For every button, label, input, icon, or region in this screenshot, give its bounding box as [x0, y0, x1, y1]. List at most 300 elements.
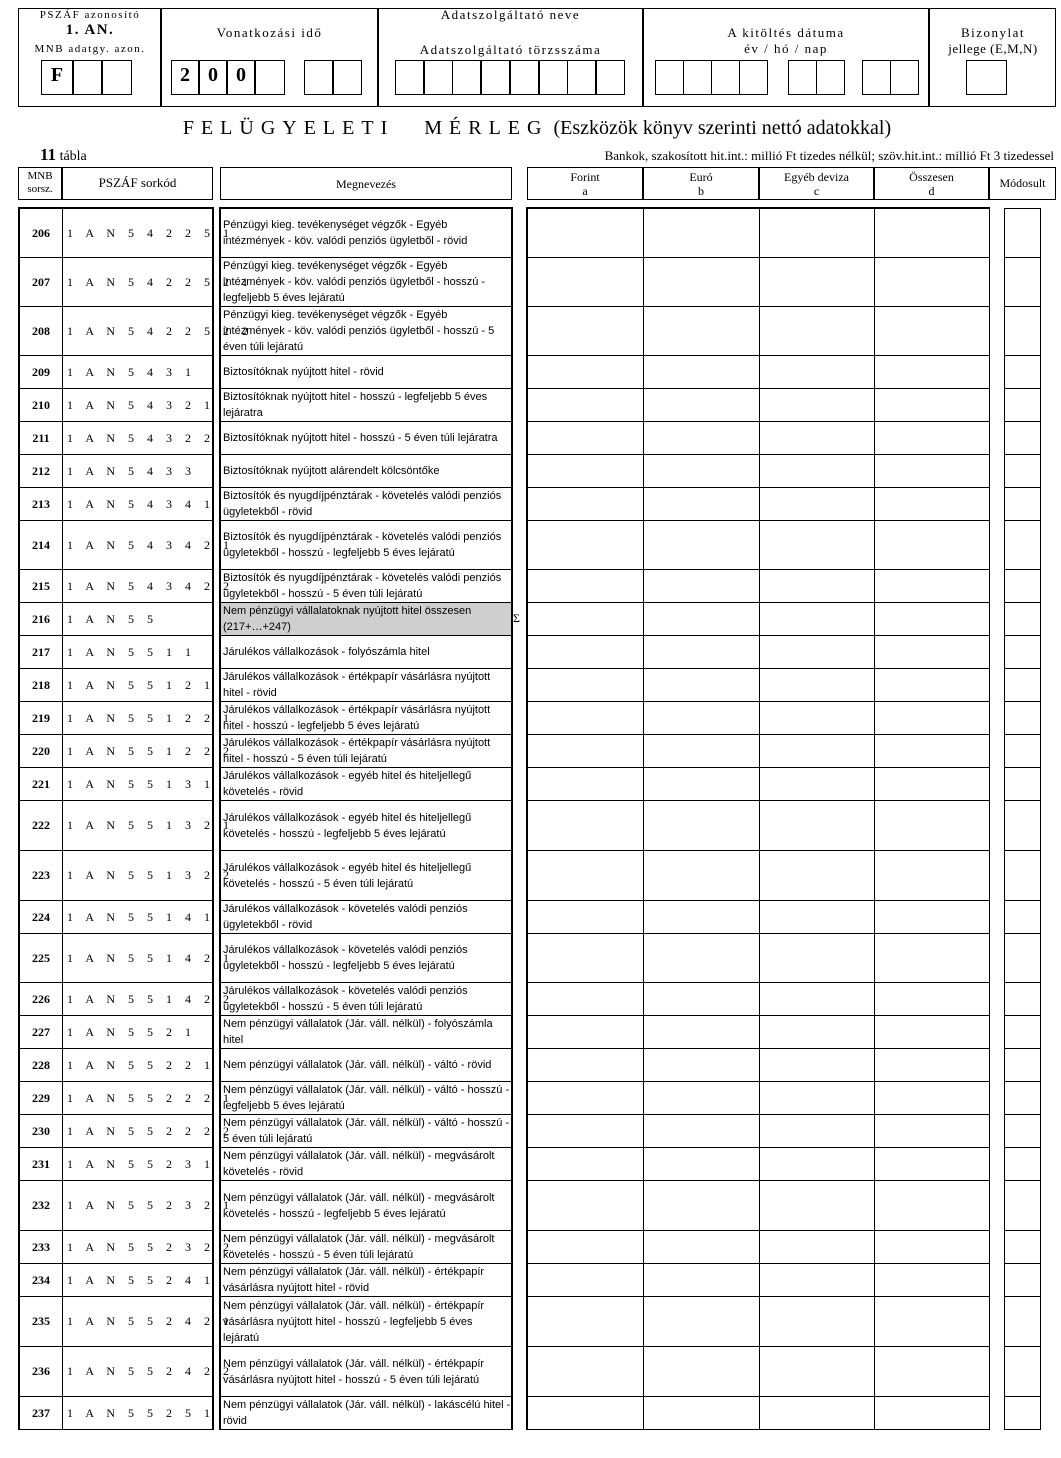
modified-cell[interactable] [1004, 454, 1041, 488]
value-euro-cell[interactable] [643, 1048, 760, 1082]
value-euro-cell[interactable] [643, 1015, 760, 1049]
value-other-currency-cell[interactable] [759, 1147, 875, 1181]
value-forint-cell[interactable] [527, 635, 644, 669]
doc-type-box[interactable] [966, 60, 1007, 95]
provider-reg-box[interactable] [567, 60, 596, 95]
value-forint-cell[interactable] [527, 734, 644, 768]
value-euro-cell[interactable] [643, 734, 760, 768]
value-other-currency-cell[interactable] [759, 933, 875, 983]
row-code: 1 A N 5 4 3 4 1 [62, 487, 213, 521]
page-title [18, 117, 1056, 140]
value-euro-cell[interactable] [643, 388, 760, 422]
row-number: 222 [19, 800, 62, 851]
period-box-4[interactable] [255, 60, 285, 95]
row-number: 227 [19, 1015, 62, 1049]
row-description: Pénzügyi kieg. tevékenységet végzők - Egyéb intézmények - köv. valódi penziós ügyletből - hosszú - 5 éven túli lejáratú [220, 306, 512, 356]
value-forint-cell[interactable] [527, 388, 644, 422]
title-main: FELÜGYELETI MÉRLEG [182, 117, 549, 139]
modified-cell[interactable] [1004, 569, 1041, 603]
row-code: 1 A N 5 5 1 3 2 1 [62, 800, 213, 851]
row-description: Pénzügyi kieg. tevékenységet végzők - Egyéb intézmények - köv. valódi penziós ügyletből - hosszú - legfeljebb 5 éves lejáratú [220, 257, 512, 307]
value-forint-cell[interactable] [527, 257, 644, 307]
value-forint-cell[interactable] [527, 900, 644, 934]
sum-sigma: Σ [513, 611, 520, 625]
value-other-currency-cell[interactable] [759, 1114, 875, 1148]
modified-cell[interactable] [1004, 520, 1041, 570]
value-euro-cell[interactable] [643, 1147, 760, 1181]
modified-cell[interactable] [1004, 900, 1041, 934]
row-code: 1 A N 5 5 [62, 602, 213, 636]
value-euro-cell[interactable] [643, 1114, 760, 1148]
date-month-box[interactable] [816, 60, 845, 95]
value-forint-cell[interactable] [527, 1346, 644, 1397]
value-forint-cell[interactable] [527, 1263, 644, 1297]
row-code: 1 A N 5 5 1 2 1 [62, 668, 213, 702]
row-code: 1 A N 5 4 3 2 2 [62, 421, 213, 455]
value-euro-cell[interactable] [643, 850, 760, 901]
provider-reg-box[interactable] [481, 60, 510, 95]
value-forint-cell[interactable] [527, 850, 644, 901]
value-forint-cell[interactable] [527, 1015, 644, 1049]
value-other-currency-cell[interactable] [759, 208, 875, 258]
provider-reg-box[interactable] [596, 60, 625, 95]
value-total-cell[interactable] [874, 767, 990, 801]
value-euro-cell[interactable] [643, 982, 760, 1016]
row-number: 209 [19, 355, 62, 389]
row-number: 215 [19, 569, 62, 603]
period-char-2: 0 [208, 64, 218, 86]
value-other-currency-cell[interactable] [759, 734, 875, 768]
provider-name-field[interactable] [379, 22, 642, 40]
col-head-euro [643, 167, 759, 200]
row-code: 1 A N 5 5 2 4 1 [62, 1263, 213, 1297]
row-code: 1 A N 5 5 2 2 2 1 [62, 1081, 213, 1115]
row-code: 1 A N 5 5 2 2 2 2 [62, 1114, 213, 1148]
value-other-currency-cell[interactable] [759, 569, 875, 603]
row-code: 1 A N 5 5 2 5 1 [62, 1396, 213, 1430]
modified-cell[interactable] [1004, 487, 1041, 521]
row-description: Biztosítóknak nyújtott hitel - rövid [220, 355, 512, 389]
value-total-cell[interactable] [874, 1114, 990, 1148]
value-total-cell[interactable] [874, 668, 990, 702]
value-other-currency-cell[interactable] [759, 767, 875, 801]
row-code: 1 A N 5 4 3 3 [62, 454, 213, 488]
row-code: 1 A N 5 4 3 1 [62, 355, 213, 389]
row-description: Nem pénzügyi vállalatok (Jár. váll. nélkül) - értékpapír vásárlásra nyújtott hitel - hosszú - legfeljebb 5 éves lejáratú [220, 1296, 512, 1347]
row-number: 213 [19, 487, 62, 521]
value-other-currency-cell[interactable] [759, 850, 875, 901]
row-description: Nem pénzügyi vállalatok (Jár. váll. nélkül) - váltó - rövid [220, 1048, 512, 1082]
row-code: 1 A N 5 4 2 2 5 2 1 [62, 257, 213, 307]
value-other-currency-cell[interactable] [759, 520, 875, 570]
value-euro-cell[interactable] [643, 1346, 760, 1397]
value-total-cell[interactable] [874, 1296, 990, 1347]
doc-type-label-2: jellege (E,M,N) [948, 41, 1038, 56]
value-euro-cell[interactable] [643, 454, 760, 488]
row-description: Biztosítók és nyugdíjpénztárak - követelés valódi penziós ügyletekből - rövid [220, 487, 512, 521]
value-total-cell[interactable] [874, 520, 990, 570]
value-euro-cell[interactable] [643, 1180, 760, 1231]
row-code: 1 A N 5 5 1 4 2 2 [62, 982, 213, 1016]
modified-cell[interactable] [1004, 1396, 1041, 1430]
modified-cell[interactable] [1004, 208, 1041, 258]
modified-cell[interactable] [1004, 982, 1041, 1016]
modified-cell[interactable] [1004, 1147, 1041, 1181]
date-day-box[interactable] [862, 60, 891, 95]
modified-cell[interactable] [1004, 668, 1041, 702]
value-total-cell[interactable] [874, 800, 990, 851]
row-description: Nem pénzügyi vállalatok (Jár. váll. nélkül) - megvásárolt követelés - rövid [220, 1147, 512, 1181]
row-number: 219 [19, 701, 62, 735]
date-year-box[interactable] [739, 60, 768, 95]
modified-cell[interactable] [1004, 388, 1041, 422]
id-char-box-3[interactable] [102, 60, 132, 95]
row-number: 214 [19, 520, 62, 570]
modified-cell[interactable] [1004, 355, 1041, 389]
value-euro-cell[interactable] [643, 520, 760, 570]
value-other-currency-cell[interactable] [759, 1015, 875, 1049]
row-number: 221 [19, 767, 62, 801]
value-other-currency-cell[interactable] [759, 800, 875, 851]
row-description: Járulékos vállalkozások - egyéb hitel és hiteljellegű követelés - rövid [220, 767, 512, 801]
date-month-box[interactable] [788, 60, 817, 95]
value-other-currency-cell[interactable] [759, 454, 875, 488]
value-total-cell[interactable] [874, 1081, 990, 1115]
value-forint-cell[interactable] [527, 520, 644, 570]
col-head-forint-letter: a [582, 184, 588, 198]
value-other-currency-cell[interactable] [759, 701, 875, 735]
value-other-currency-cell[interactable] [759, 487, 875, 521]
value-other-currency-cell[interactable] [759, 355, 875, 389]
row-code: 1 A N 5 4 2 2 5 1 [62, 208, 213, 258]
row-number: 216 [19, 602, 62, 636]
value-other-currency-cell[interactable] [759, 388, 875, 422]
row-number: 220 [19, 734, 62, 768]
value-forint-cell[interactable] [527, 208, 644, 258]
value-total-cell[interactable] [874, 1396, 990, 1430]
modified-cell[interactable] [1004, 257, 1041, 307]
value-total-cell[interactable] [874, 306, 990, 356]
table-word: tábla [59, 149, 87, 164]
value-forint-cell[interactable] [527, 1230, 644, 1264]
value-forint-cell[interactable] [527, 306, 644, 356]
date-year-box[interactable] [711, 60, 740, 95]
row-number: 232 [19, 1180, 62, 1231]
row-number: 217 [19, 635, 62, 669]
modified-cell[interactable] [1004, 1081, 1041, 1115]
value-forint-cell[interactable] [527, 1048, 644, 1082]
date-year-box[interactable] [655, 60, 684, 95]
value-total-cell[interactable] [874, 1048, 990, 1082]
col-head-total-label: Összesen [909, 170, 954, 184]
period-char-3: 0 [236, 64, 246, 86]
row-code: 1 A N 5 5 2 3 2 1 [62, 1180, 213, 1231]
value-total-cell[interactable] [874, 850, 990, 901]
value-total-cell[interactable] [874, 208, 990, 258]
date-format-label: év / hó / nap [744, 41, 828, 56]
modified-cell[interactable] [1004, 1015, 1041, 1049]
pszaf-code: 1. AN. [65, 22, 115, 38]
value-other-currency-cell[interactable] [759, 1180, 875, 1231]
modified-cell[interactable] [1004, 767, 1041, 801]
row-description: Járulékos vállalkozások - értékpapír vásárlásra nyújtott hitel - hosszú - 5 éven túli lejáratú [220, 734, 512, 768]
value-euro-cell[interactable] [643, 257, 760, 307]
row-description: Biztosítóknak nyújtott hitel - hosszú - 5 éven túli lejáratra [220, 421, 512, 455]
modified-cell[interactable] [1004, 800, 1041, 851]
row-description: Nem pénzügyi vállalatok (Jár. váll. nélkül) - megvásárolt követelés - hosszú - legfeljebb 5 éves lejáratú [220, 1180, 512, 1231]
modified-cell[interactable] [1004, 1180, 1041, 1231]
value-total-cell[interactable] [874, 257, 990, 307]
value-euro-cell[interactable] [643, 900, 760, 934]
value-euro-cell[interactable] [643, 800, 760, 851]
row-number: 230 [19, 1114, 62, 1148]
modified-cell[interactable] [1004, 635, 1041, 669]
modified-cell[interactable] [1004, 1296, 1041, 1347]
row-description: Nem pénzügyi vállalatok (Jár. váll. nélkül) - értékpapír vásárlásra nyújtott hitel - rövid [220, 1263, 512, 1297]
value-euro-cell[interactable] [643, 1396, 760, 1430]
value-other-currency-cell[interactable] [759, 982, 875, 1016]
provider-reg-box[interactable] [539, 60, 568, 95]
modified-cell[interactable] [1004, 1048, 1041, 1082]
row-number: 237 [19, 1396, 62, 1430]
value-total-cell[interactable] [874, 602, 990, 636]
row-description: Nem pénzügyi vállalatok (Jár. váll. nélkül) - váltó - hosszú - 5 éven túli lejáratú [220, 1114, 512, 1148]
value-forint-cell[interactable] [527, 1296, 644, 1347]
row-number: 231 [19, 1147, 62, 1181]
value-forint-cell[interactable] [527, 421, 644, 455]
row-code: 1 A N 5 5 1 2 2 1 [62, 701, 213, 735]
value-other-currency-cell[interactable] [759, 421, 875, 455]
id-char-f: F [50, 64, 64, 86]
row-code: 1 A N 5 5 2 1 [62, 1015, 213, 1049]
period-box-5[interactable] [304, 60, 333, 95]
value-forint-cell[interactable] [527, 982, 644, 1016]
value-euro-cell[interactable] [643, 1263, 760, 1297]
modified-cell[interactable] [1004, 1346, 1041, 1397]
value-other-currency-cell[interactable] [759, 1396, 875, 1430]
value-other-currency-cell[interactable] [759, 602, 875, 636]
value-total-cell[interactable] [874, 1346, 990, 1397]
value-total-cell[interactable] [874, 388, 990, 422]
value-other-currency-cell[interactable] [759, 668, 875, 702]
row-description: Járulékos vállalkozások - egyéb hitel és hiteljellegű követelés - hosszú - 5 éven túli lejáratú [220, 850, 512, 901]
value-other-currency-cell[interactable] [759, 306, 875, 356]
value-euro-cell[interactable] [643, 1081, 760, 1115]
value-forint-cell[interactable] [527, 487, 644, 521]
value-other-currency-cell[interactable] [759, 1081, 875, 1115]
col-head-pszaf: PSZÁF sorkód [62, 167, 213, 200]
row-code: 1 A N 5 5 1 4 2 1 [62, 933, 213, 983]
provider-name-label: Adatszolgáltató neve [440, 7, 581, 22]
row-description: Biztosítók és nyugdíjpénztárak - követelés valódi penziós ügyletekből - hosszú - 5 éven túli lejáratú [220, 569, 512, 603]
period-box-6[interactable] [333, 60, 362, 95]
col-head-mnb-l1: MNB [27, 170, 53, 182]
period-char-1: 2 [180, 64, 190, 86]
row-code: 1 A N 5 5 1 3 1 [62, 767, 213, 801]
col-head-other [759, 167, 874, 200]
provider-reg-box[interactable] [452, 60, 481, 95]
value-other-currency-cell[interactable] [759, 1048, 875, 1082]
value-total-cell[interactable] [874, 421, 990, 455]
value-total-cell[interactable] [874, 1180, 990, 1231]
row-code: 1 A N 5 5 2 3 1 [62, 1147, 213, 1181]
row-code: 1 A N 5 5 1 2 2 2 [62, 734, 213, 768]
row-code: 1 A N 5 5 2 4 2 1 [62, 1296, 213, 1347]
mnb-label: MNB adatgy. azon. [34, 43, 146, 55]
date-day-box[interactable] [890, 60, 919, 95]
col-head-mnb [18, 167, 62, 200]
value-forint-cell[interactable] [527, 701, 644, 735]
modified-cell[interactable] [1004, 850, 1041, 901]
col-head-euro-label: Euró [689, 170, 713, 184]
row-description: Nem pénzügyi vállalatoknak nyújtott hitel összesen (217+…+247) [220, 602, 512, 636]
row-description: Biztosítóknak nyújtott alárendelt kölcsöntőke [220, 454, 512, 488]
value-euro-cell[interactable] [643, 569, 760, 603]
row-number: 223 [19, 850, 62, 901]
value-other-currency-cell[interactable] [759, 635, 875, 669]
provider-reg-box[interactable] [424, 60, 453, 95]
value-other-currency-cell[interactable] [759, 1230, 875, 1264]
value-total-cell[interactable] [874, 933, 990, 983]
value-forint-cell[interactable] [527, 767, 644, 801]
value-total-cell[interactable] [874, 569, 990, 603]
header-divider-4 [928, 8, 930, 107]
value-forint-cell[interactable] [527, 602, 644, 636]
row-number: 206 [19, 208, 62, 258]
row-description: Nem pénzügyi vállalatok (Jár. váll. nélkül) - értékpapír vásárlásra nyújtott hitel - hosszú - 5 éven túli lejáratú [220, 1346, 512, 1397]
value-forint-cell[interactable] [527, 1180, 644, 1231]
value-forint-cell[interactable] [527, 569, 644, 603]
row-number: 226 [19, 982, 62, 1016]
value-other-currency-cell[interactable] [759, 257, 875, 307]
value-forint-cell[interactable] [527, 800, 644, 851]
col-head-modified: Módosult [989, 167, 1056, 200]
value-total-cell[interactable] [874, 487, 990, 521]
col-head-name: Megnevezés [220, 167, 512, 200]
row-description: Pénzügyi kieg. tevékenységet végzők - Egyéb intézmények - köv. valódi penziós ügyletből - rövid [220, 208, 512, 258]
value-euro-cell[interactable] [643, 1230, 760, 1264]
value-euro-cell[interactable] [643, 701, 760, 735]
row-number: 229 [19, 1081, 62, 1115]
table-number [40, 145, 87, 165]
value-total-cell[interactable] [874, 1147, 990, 1181]
modified-cell[interactable] [1004, 602, 1041, 636]
value-forint-cell[interactable] [527, 454, 644, 488]
row-number: 224 [19, 900, 62, 934]
value-total-cell[interactable] [874, 1263, 990, 1297]
header-divider-1 [160, 8, 162, 107]
value-total-cell[interactable] [874, 1230, 990, 1264]
value-other-currency-cell[interactable] [759, 1263, 875, 1297]
row-code: 1 A N 5 5 1 3 2 2 [62, 850, 213, 901]
value-euro-cell[interactable] [643, 635, 760, 669]
col-head-other-label: Egyéb deviza [784, 170, 849, 184]
row-number: 208 [19, 306, 62, 356]
row-description: Járulékos vállalkozások - követelés valódi penziós ügyletekből - hosszú - legfeljebb 5 éves lejáratú [220, 933, 512, 983]
modified-cell[interactable] [1004, 734, 1041, 768]
modified-cell[interactable] [1004, 701, 1041, 735]
value-euro-cell[interactable] [643, 668, 760, 702]
value-euro-cell[interactable] [643, 355, 760, 389]
modified-cell[interactable] [1004, 421, 1041, 455]
col-head-mnb-l2: sorsz. [27, 183, 53, 195]
period-label: Vonatkozási idő [216, 25, 323, 40]
value-total-cell[interactable] [874, 982, 990, 1016]
value-forint-cell[interactable] [527, 1081, 644, 1115]
doc-type-label: Bizonylat [960, 25, 1026, 40]
value-euro-cell[interactable] [643, 208, 760, 258]
provider-reg-box[interactable] [395, 60, 424, 95]
row-code: 1 A N 5 5 1 4 1 [62, 900, 213, 934]
row-code: 1 A N 5 5 2 3 2 2 [62, 1230, 213, 1264]
value-euro-cell[interactable] [643, 602, 760, 636]
value-euro-cell[interactable] [643, 421, 760, 455]
id-char-box-2[interactable] [73, 60, 102, 95]
value-euro-cell[interactable] [643, 1296, 760, 1347]
value-other-currency-cell[interactable] [759, 900, 875, 934]
row-number: 236 [19, 1346, 62, 1397]
row-description: Járulékos vállalkozások - folyószámla hitel [220, 635, 512, 669]
date-year-box[interactable] [683, 60, 712, 95]
value-forint-cell[interactable] [527, 668, 644, 702]
value-euro-cell[interactable] [643, 767, 760, 801]
modified-cell[interactable] [1004, 306, 1041, 356]
row-description: Járulékos vállalkozások - követelés valódi penziós ügyletekből - hosszú - 5 éven túli lejáratú [220, 982, 512, 1016]
modified-cell[interactable] [1004, 1230, 1041, 1264]
row-description: Nem pénzügyi vállalatok (Jár. váll. nélkül) - váltó - hosszú - legfeljebb 5 éves lejáratú [220, 1081, 512, 1115]
row-description: Járulékos vállalkozások - értékpapír vásárlásra nyújtott hitel - hosszú - legfeljebb 5 éves lejáratú [220, 701, 512, 735]
value-total-cell[interactable] [874, 355, 990, 389]
value-other-currency-cell[interactable] [759, 1296, 875, 1347]
value-forint-cell[interactable] [527, 1114, 644, 1148]
modified-cell[interactable] [1004, 1114, 1041, 1148]
value-forint-cell[interactable] [527, 1147, 644, 1181]
modified-cell[interactable] [1004, 1263, 1041, 1297]
row-number: 211 [19, 421, 62, 455]
value-total-cell[interactable] [874, 1015, 990, 1049]
pszaf-label: PSZÁF azonosító [39, 9, 141, 21]
row-number: 228 [19, 1048, 62, 1082]
value-total-cell[interactable] [874, 701, 990, 735]
header-divider-3 [642, 8, 644, 107]
value-euro-cell[interactable] [643, 487, 760, 521]
provider-reg-box[interactable] [510, 60, 539, 95]
value-total-cell[interactable] [874, 454, 990, 488]
value-total-cell[interactable] [874, 635, 990, 669]
col-head-euro-letter: b [698, 184, 704, 198]
row-description: Nem pénzügyi vállalatok (Jár. váll. nélkül) - lakáscélú hitel - rövid [220, 1396, 512, 1430]
date-label: A kitöltés dátuma [727, 25, 845, 40]
row-number: 235 [19, 1296, 62, 1347]
value-total-cell[interactable] [874, 900, 990, 934]
value-euro-cell[interactable] [643, 933, 760, 983]
value-total-cell[interactable] [874, 734, 990, 768]
row-number: 210 [19, 388, 62, 422]
value-forint-cell[interactable] [527, 933, 644, 983]
value-forint-cell[interactable] [527, 355, 644, 389]
row-number: 225 [19, 933, 62, 983]
col-head-total-letter: d [928, 184, 935, 198]
title-sub: (Eszközök könyv szerinti nettó adatokkal) [553, 117, 892, 139]
col-head-total [874, 167, 989, 200]
value-forint-cell[interactable] [527, 1396, 644, 1430]
value-euro-cell[interactable] [643, 306, 760, 356]
row-description: Járulékos vállalkozások - egyéb hitel és hiteljellegű követelés - hosszú - legfeljebb 5 éves lejáratú [220, 800, 512, 851]
modified-cell[interactable] [1004, 933, 1041, 983]
value-other-currency-cell[interactable] [759, 1346, 875, 1397]
col-head-forint-label: Forint [570, 170, 600, 184]
row-description: Járulékos vállalkozások - értékpapír vásárlásra nyújtott hitel - rövid [220, 668, 512, 702]
